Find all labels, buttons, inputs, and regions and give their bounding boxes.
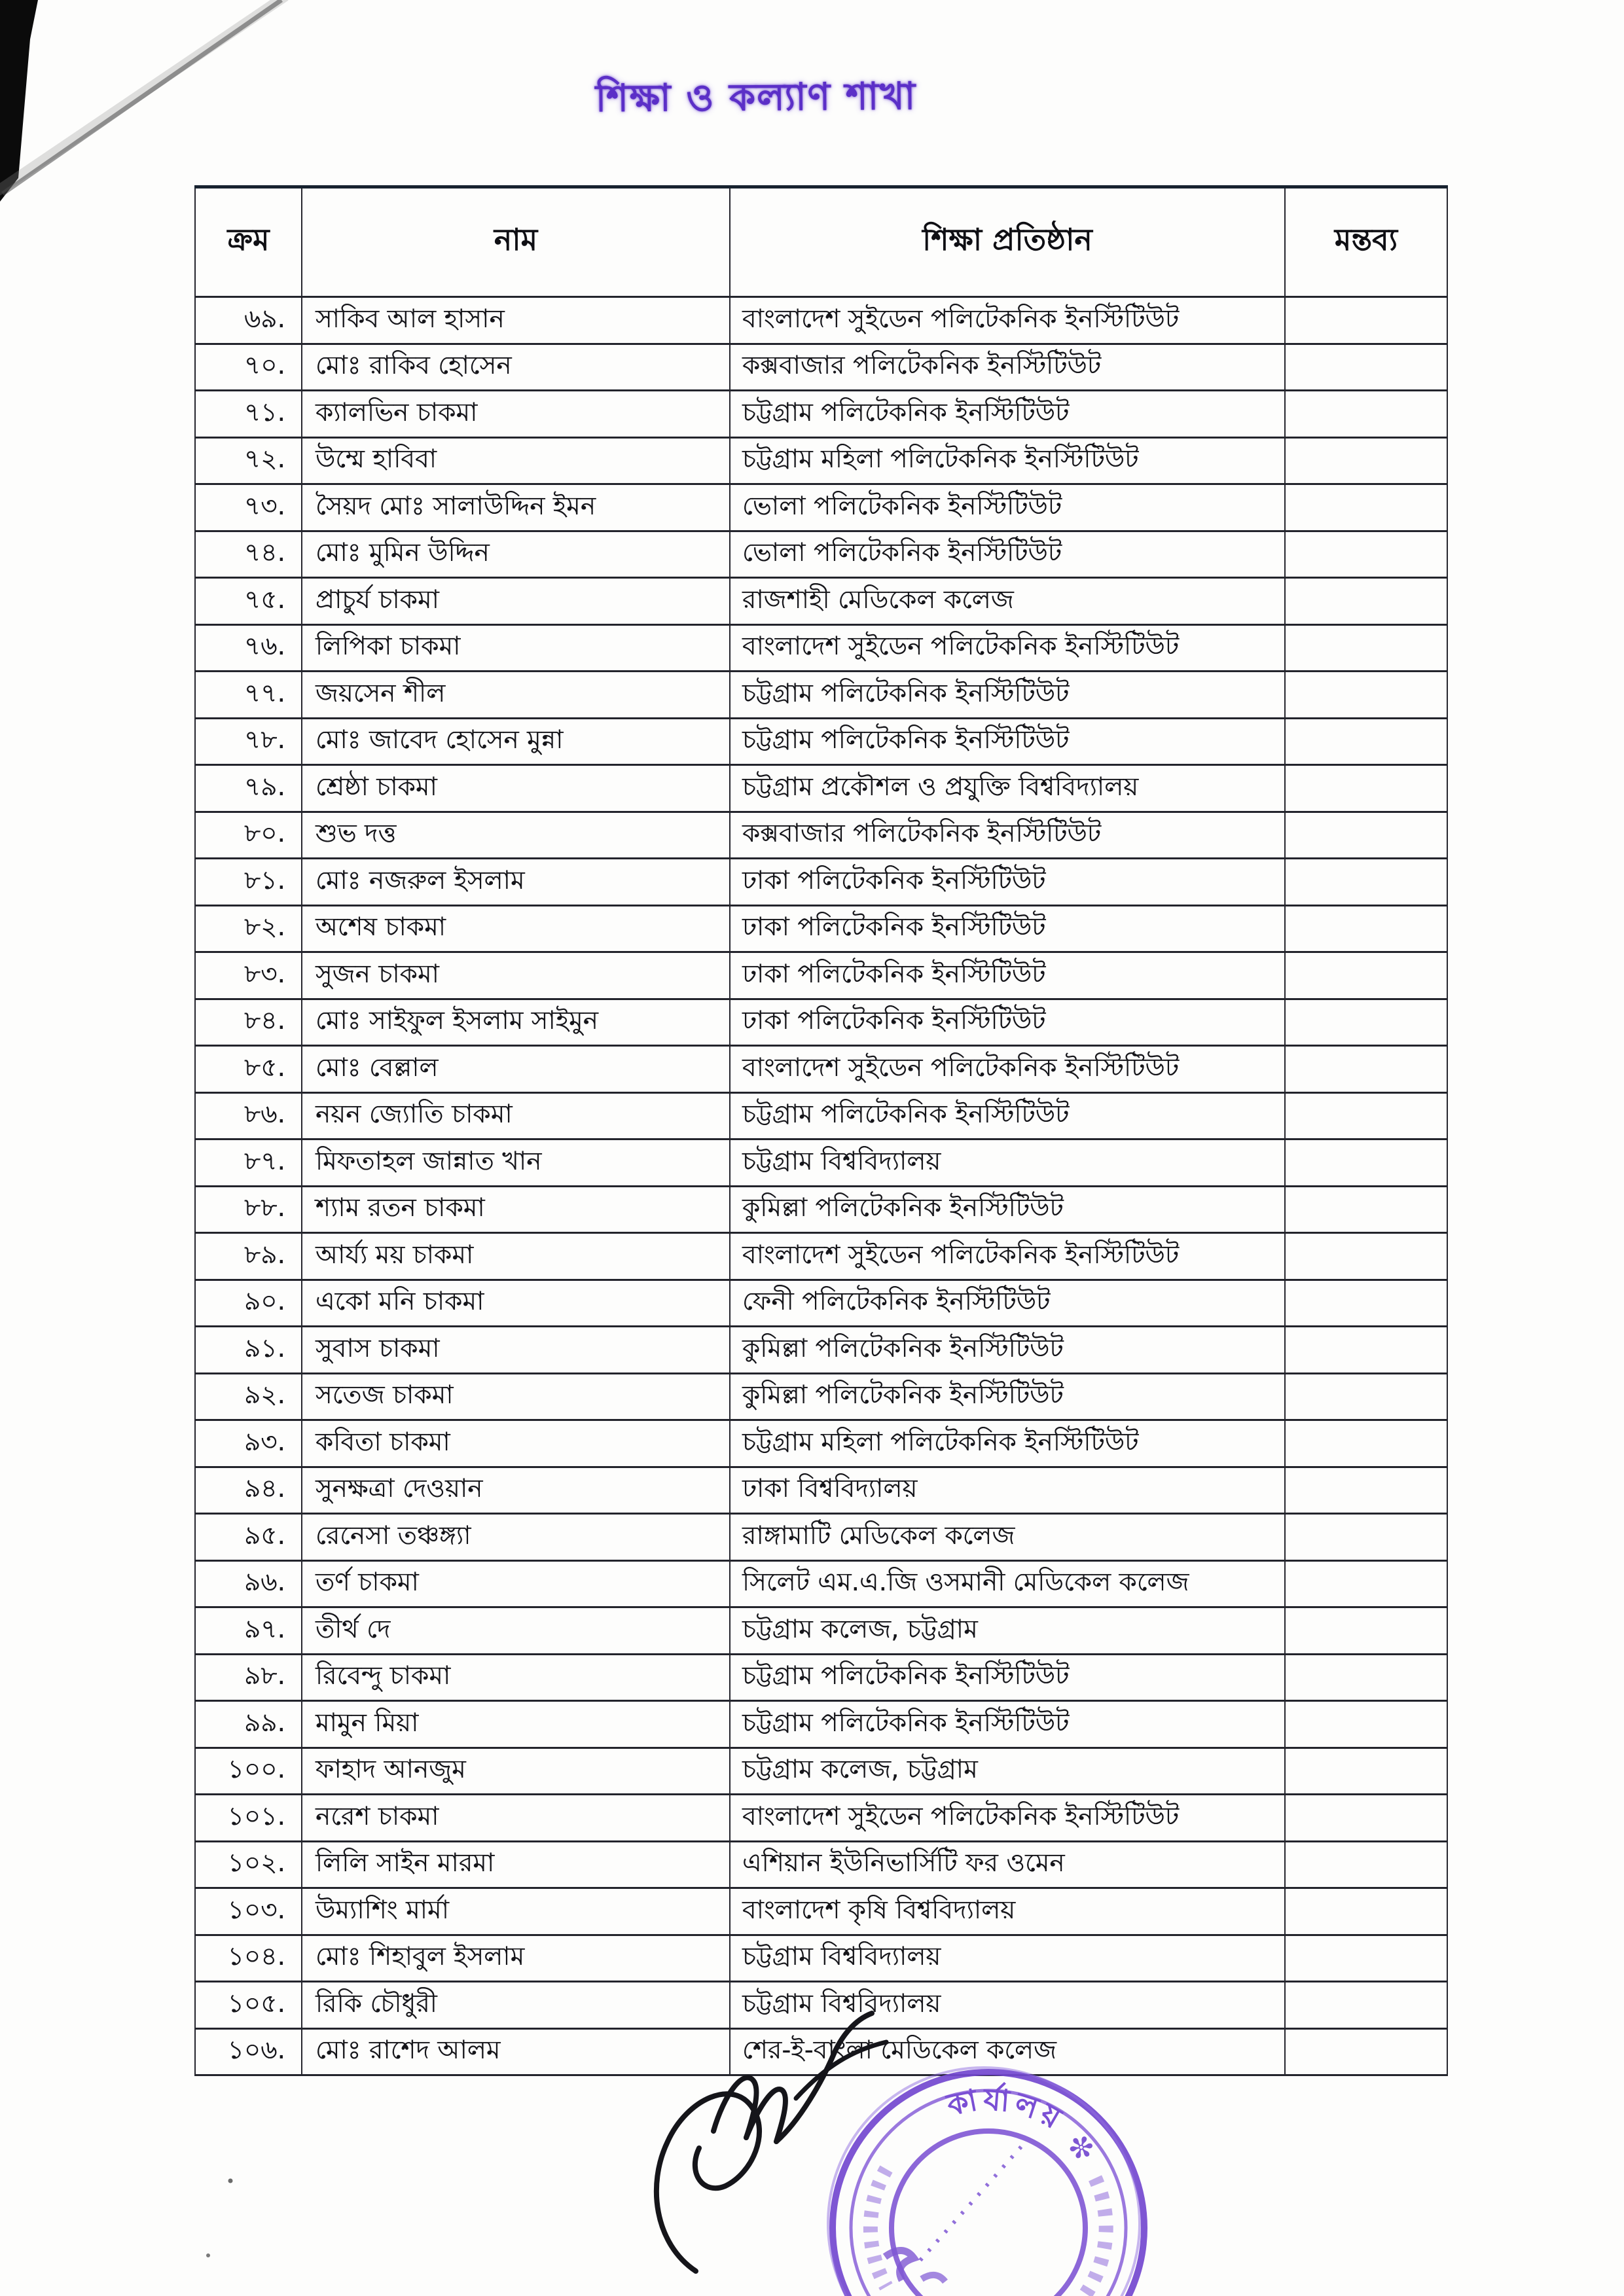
row-institution: চট্টগ্রাম পলিটেকনিক ইনস্টিটিউট — [730, 1092, 1285, 1139]
table-row — [195, 1560, 1447, 1607]
row-institution: ঢাকা পলিটেকনিক ইনস্টিটিউট — [730, 905, 1285, 952]
row-remarks — [1285, 859, 1447, 906]
table-row — [195, 1092, 1447, 1139]
row-serial: ৯৩. — [195, 1420, 302, 1467]
row-name: সতেজ চাকমা — [302, 1373, 730, 1420]
row-serial: ৯৬. — [195, 1560, 302, 1607]
row-institution: চট্টগ্রাম মহিলা পলিটেকনিক ইনস্টিটিউট — [730, 437, 1285, 484]
row-institution: ভোলা পলিটেকনিক ইনস্টিটিউট — [730, 484, 1285, 531]
row-remarks — [1285, 344, 1447, 391]
row-name: শ্যাম রতন চাকমা — [302, 1186, 730, 1233]
row-institution: চট্টগ্রাম পলিটেকনিক ইনস্টিটিউট — [730, 672, 1285, 719]
row-remarks — [1285, 1654, 1447, 1701]
row-serial: ৮৭. — [195, 1139, 302, 1187]
seal-illegible-text-left — [871, 2169, 886, 2287]
table-row — [195, 1280, 1447, 1327]
table-row — [195, 859, 1447, 906]
row-institution: কক্সবাজার পলিটেকনিক ইনস্টিটিউট — [730, 812, 1285, 859]
row-serial: ৮২. — [195, 905, 302, 952]
row-remarks — [1285, 672, 1447, 719]
row-institution: ঢাকা পলিটেকনিক ইনস্টিটিউট — [730, 859, 1285, 906]
row-serial: ৭৬. — [195, 624, 302, 672]
row-institution: চট্টগ্রাম কলেজ, চট্টগ্রাম — [730, 1607, 1285, 1655]
table-row — [195, 1467, 1447, 1514]
row-name: তীর্থ দে — [302, 1607, 730, 1655]
row-serial: ৯৪. — [195, 1467, 302, 1514]
row-institution: বাংলাদেশ সুইডেন পলিটেকনিক ইনস্টিটিউট — [730, 1795, 1285, 1842]
seal-outer-ring — [833, 2072, 1144, 2296]
row-remarks — [1285, 1467, 1447, 1514]
row-serial: ৯৭. — [195, 1607, 302, 1655]
table-row — [195, 391, 1447, 438]
row-institution: ঢাকা পলিটেকনিক ইনস্টিটিউট — [730, 999, 1285, 1046]
row-name: মোঃ বেল্লাল — [302, 1046, 730, 1093]
row-name: সাকিব আল হাসান — [302, 297, 730, 344]
seal-inner-mark — [922, 2275, 945, 2282]
row-remarks — [1285, 484, 1447, 531]
row-remarks — [1285, 999, 1447, 1046]
row-name: সুজন চাকমা — [302, 952, 730, 999]
row-name: নয়ন জ্যোতি চাকমা — [302, 1092, 730, 1139]
row-remarks — [1285, 1327, 1447, 1374]
row-remarks — [1285, 1092, 1447, 1139]
table-row — [195, 1888, 1447, 1935]
header-remarks: মন্তব্য — [1285, 187, 1447, 297]
table-row — [195, 765, 1447, 812]
row-serial: ৮৫. — [195, 1046, 302, 1093]
corner-black-wedge — [0, 0, 38, 202]
row-name: সৈয়দ মোঃ সালাউদ্দিন ইমন — [302, 484, 730, 531]
row-institution: ভোলা পলিটেকনিক ইনস্টিটিউট — [730, 531, 1285, 578]
table-row — [195, 952, 1447, 999]
seal-inner-ring — [892, 2131, 1085, 2296]
row-institution: রাঙ্গামাটি মেডিকেল কলেজ — [730, 1514, 1285, 1561]
row-name: আর্য্য ময় চাকমা — [302, 1233, 730, 1280]
row-serial: ৯৮. — [195, 1654, 302, 1701]
row-name: মোঃ মুমিন উদ্দিন — [302, 531, 730, 578]
row-institution: বাংলাদেশ সুইডেন পলিটেকনিক ইনস্টিটিউট — [730, 624, 1285, 672]
row-institution: বাংলাদেশ সুইডেন পলিটেকনিক ইনস্টিটিউট — [730, 1233, 1285, 1280]
row-remarks — [1285, 1560, 1447, 1607]
row-remarks — [1285, 391, 1447, 438]
row-remarks — [1285, 1186, 1447, 1233]
row-name: উম্মে হাবিবা — [302, 437, 730, 484]
row-serial: ৮১. — [195, 859, 302, 906]
row-institution: চট্টগ্রাম পলিটেকনিক ইনস্টিটিউট — [730, 1701, 1285, 1748]
row-institution: চট্টগ্রাম পলিটেকনিক ইনস্টিটিউট — [730, 718, 1285, 765]
table-row — [195, 999, 1447, 1046]
row-institution: চট্টগ্রাম বিশ্ববিদ্যালয় — [730, 1139, 1285, 1187]
row-serial: ৮৬. — [195, 1092, 302, 1139]
seal-outer-ring-double-strike — [828, 2068, 1140, 2296]
row-institution: চট্টগ্রাম প্রকৌশল ও প্রযুক্তি বিশ্ববিদ্যালয় — [730, 765, 1285, 812]
table-row — [195, 905, 1447, 952]
row-name: লিপিকা চাকমা — [302, 624, 730, 672]
row-remarks — [1285, 1046, 1447, 1093]
row-serial: ৭৩. — [195, 484, 302, 531]
table-row — [195, 718, 1447, 765]
row-remarks — [1285, 765, 1447, 812]
seal-dotted-line — [916, 2147, 1021, 2265]
table-row — [195, 812, 1447, 859]
row-serial: ৭১. — [195, 391, 302, 438]
row-remarks — [1285, 1795, 1447, 1842]
row-name: রেনেসা তঞ্চঙ্গ্যা — [302, 1514, 730, 1561]
row-serial: ১০৫. — [195, 1982, 302, 2029]
table-row — [195, 1748, 1447, 1795]
row-serial: ৯৫. — [195, 1514, 302, 1561]
row-serial: ১০৪. — [195, 1935, 302, 1982]
row-name: শ্রেষ্ঠা চাকমা — [302, 765, 730, 812]
row-remarks — [1285, 1233, 1447, 1280]
corner-shadow-line — [3, 0, 281, 194]
row-serial: ৭৯. — [195, 765, 302, 812]
table-row — [195, 1841, 1447, 1888]
row-remarks — [1285, 1841, 1447, 1888]
row-name: ফাহাদ আনজুম — [302, 1748, 730, 1795]
row-serial: ৯২. — [195, 1373, 302, 1420]
row-remarks — [1285, 952, 1447, 999]
ink-speck — [228, 2179, 233, 2183]
row-institution: বাংলাদেশ সুইডেন পলিটেকনিক ইনস্টিটিউট — [730, 1046, 1285, 1093]
row-institution: কুমিল্লা পলিটেকনিক ইনস্টিটিউট — [730, 1327, 1285, 1374]
row-institution: বাংলাদেশ কৃষি বিশ্ববিদ্যালয় — [730, 1888, 1285, 1935]
row-name: শুভ দত্ত — [302, 812, 730, 859]
table-row — [195, 1373, 1447, 1420]
row-serial: ৭৭. — [195, 672, 302, 719]
row-remarks — [1285, 297, 1447, 344]
row-name: মিফতাহল জান্নাত খান — [302, 1139, 730, 1187]
ink-speck — [206, 2253, 210, 2257]
row-serial: ৭০. — [195, 344, 302, 391]
row-name: নরেশ চাকমা — [302, 1795, 730, 1842]
row-name: রিবেন্দু চাকমা — [302, 1654, 730, 1701]
table-row — [195, 1514, 1447, 1561]
row-name: মামুন মিয়া — [302, 1701, 730, 1748]
row-institution: কুমিল্লা পলিটেকনিক ইনস্টিটিউট — [730, 1373, 1285, 1420]
page-title: শিক্ষা ও কল্যাণ শাখা — [595, 74, 917, 120]
table-row — [195, 1795, 1447, 1842]
row-institution: চট্টগ্রাম পলিটেকনিক ইনস্টিটিউট — [730, 391, 1285, 438]
row-name: লিলি সাইন মারমা — [302, 1841, 730, 1888]
row-remarks — [1285, 1701, 1447, 1748]
row-serial: ১০১. — [195, 1795, 302, 1842]
table-row — [195, 624, 1447, 672]
row-name: তর্ণ চাকমা — [302, 1560, 730, 1607]
row-remarks — [1285, 1607, 1447, 1655]
office-seal-stamp — [828, 2066, 1144, 2296]
row-name: মোঃ রাকিব হোসেন — [302, 344, 730, 391]
row-institution: চট্টগ্রাম কলেজ, চট্টগ্রাম — [730, 1748, 1285, 1795]
row-name: উম্যাশিং মার্মা — [302, 1888, 730, 1935]
row-serial: ৯৯. — [195, 1701, 302, 1748]
row-institution: সিলেট এম.এ.জি ওসমানী মেডিকেল কলেজ — [730, 1560, 1285, 1607]
row-serial: ৭৫. — [195, 578, 302, 625]
student-roster-table — [194, 185, 1448, 2076]
table-row — [195, 1420, 1447, 1467]
row-serial: ১০৬. — [195, 2028, 302, 2075]
table-row — [195, 578, 1447, 625]
row-serial: ৭৮. — [195, 718, 302, 765]
row-serial: ১০২. — [195, 1841, 302, 1888]
row-institution: ফেনী পলিটেকনিক ইনস্টিটিউট — [730, 1280, 1285, 1327]
seal-middle-ring — [851, 2090, 1126, 2296]
row-serial: ৮৪. — [195, 999, 302, 1046]
row-name: মোঃ শিহাবুল ইসলাম — [302, 1935, 730, 1982]
row-remarks — [1285, 812, 1447, 859]
row-remarks — [1285, 578, 1447, 625]
table-row — [195, 437, 1447, 484]
row-name: অশেষ চাকমা — [302, 905, 730, 952]
row-institution: শের-ই-বাংলা মেডিকেল কলেজ — [730, 2028, 1285, 2075]
row-serial: ৮৮. — [195, 1186, 302, 1233]
table-row — [195, 1327, 1447, 1374]
row-name: মোঃ জাবেদ হোসেন মুন্না — [302, 718, 730, 765]
row-serial: ৮৯. — [195, 1233, 302, 1280]
row-remarks — [1285, 1373, 1447, 1420]
table-row — [195, 1046, 1447, 1093]
row-name: ক্যালভিন চাকমা — [302, 391, 730, 438]
header-name: নাম — [302, 187, 730, 297]
table-row — [195, 1935, 1447, 1982]
row-institution: চট্টগ্রাম পলিটেকনিক ইনস্টিটিউট — [730, 1654, 1285, 1701]
row-name: প্রাচুর্য চাকমা — [302, 578, 730, 625]
row-remarks — [1285, 718, 1447, 765]
row-remarks — [1285, 437, 1447, 484]
row-remarks — [1285, 1420, 1447, 1467]
row-institution: চট্টগ্রাম বিশ্ববিদ্যালয় — [730, 1935, 1285, 1982]
table-header-row — [195, 187, 1447, 297]
row-institution: চট্টগ্রাম বিশ্ববিদ্যালয় — [730, 1982, 1285, 2029]
table-body — [195, 297, 1447, 2075]
row-serial: ১০৩. — [195, 1888, 302, 1935]
table-row — [195, 1186, 1447, 1233]
row-name: কবিতা চাকমা — [302, 1420, 730, 1467]
row-serial: ৯০. — [195, 1280, 302, 1327]
row-name: সুনক্ষত্রা দেওয়ান — [302, 1467, 730, 1514]
row-name: একো মনি চাকমা — [302, 1280, 730, 1327]
row-institution: কুমিল্লা পলিটেকনিক ইনস্টিটিউট — [730, 1186, 1285, 1233]
row-remarks — [1285, 531, 1447, 578]
row-name: রিকি চৌধুরী — [302, 1982, 730, 2029]
row-remarks — [1285, 1748, 1447, 1795]
row-institution: ঢাকা বিশ্ববিদ্যালয় — [730, 1467, 1285, 1514]
row-name: মোঃ রাশেদ আলম — [302, 2028, 730, 2075]
table-row — [195, 1607, 1447, 1655]
row-remarks — [1285, 2028, 1447, 2075]
row-remarks — [1285, 1280, 1447, 1327]
table-row — [195, 1233, 1447, 1280]
corner-shadow-soft — [0, 0, 285, 191]
row-institution: ঢাকা পলিটেকনিক ইনস্টিটিউট — [730, 952, 1285, 999]
row-institution: কক্সবাজার পলিটেকনিক ইনস্টিটিউট — [730, 344, 1285, 391]
row-institution: বাংলাদেশ সুইডেন পলিটেকনিক ইনস্টিটিউট — [730, 297, 1285, 344]
header-institution: শিক্ষা প্রতিষ্ঠান — [730, 187, 1285, 297]
table-row — [195, 344, 1447, 391]
row-remarks — [1285, 624, 1447, 672]
row-remarks — [1285, 1888, 1447, 1935]
row-name: জয়সেন শীল — [302, 672, 730, 719]
seal-star-icon: ✼ — [1063, 2126, 1099, 2169]
table-row — [195, 672, 1447, 719]
table-header — [195, 187, 1447, 297]
row-institution: এশিয়ান ইউনিভার্সিটি ফর ওমেন — [730, 1841, 1285, 1888]
seal-ring-text: কার্যালয় — [944, 2081, 1071, 2138]
row-serial: ৭২. — [195, 437, 302, 484]
table-row — [195, 1654, 1447, 1701]
row-remarks — [1285, 905, 1447, 952]
table-row — [195, 297, 1447, 344]
row-remarks — [1285, 1514, 1447, 1561]
row-name: মোঃ নজরুল ইসলাম — [302, 859, 730, 906]
row-serial: ৮০. — [195, 812, 302, 859]
table-row — [195, 484, 1447, 531]
row-remarks — [1285, 1982, 1447, 2029]
header-serial: ক্রম — [195, 187, 302, 297]
seal-inner-mark — [885, 2250, 914, 2280]
row-serial: ৭৪. — [195, 531, 302, 578]
row-serial: ৬৯. — [195, 297, 302, 344]
row-serial: ৮৩. — [195, 952, 302, 999]
row-name: মোঃ সাইফুল ইসলাম সাইমুন — [302, 999, 730, 1046]
row-remarks — [1285, 1935, 1447, 1982]
table-row — [195, 1982, 1447, 2029]
row-serial: ৯১. — [195, 1327, 302, 1374]
row-remarks — [1285, 1139, 1447, 1187]
table-row — [195, 1139, 1447, 1187]
table-row — [195, 531, 1447, 578]
table-row — [195, 1701, 1447, 1748]
table-row — [195, 2028, 1447, 2075]
row-serial: ১০০. — [195, 1748, 302, 1795]
seal-illegible-text-right — [1072, 2178, 1106, 2296]
row-institution: রাজশাহী মেডিকেল কলেজ — [730, 578, 1285, 625]
row-name: সুবাস চাকমা — [302, 1327, 730, 1374]
row-institution: চট্টগ্রাম মহিলা পলিটেকনিক ইনস্টিটিউট — [730, 1420, 1285, 1467]
